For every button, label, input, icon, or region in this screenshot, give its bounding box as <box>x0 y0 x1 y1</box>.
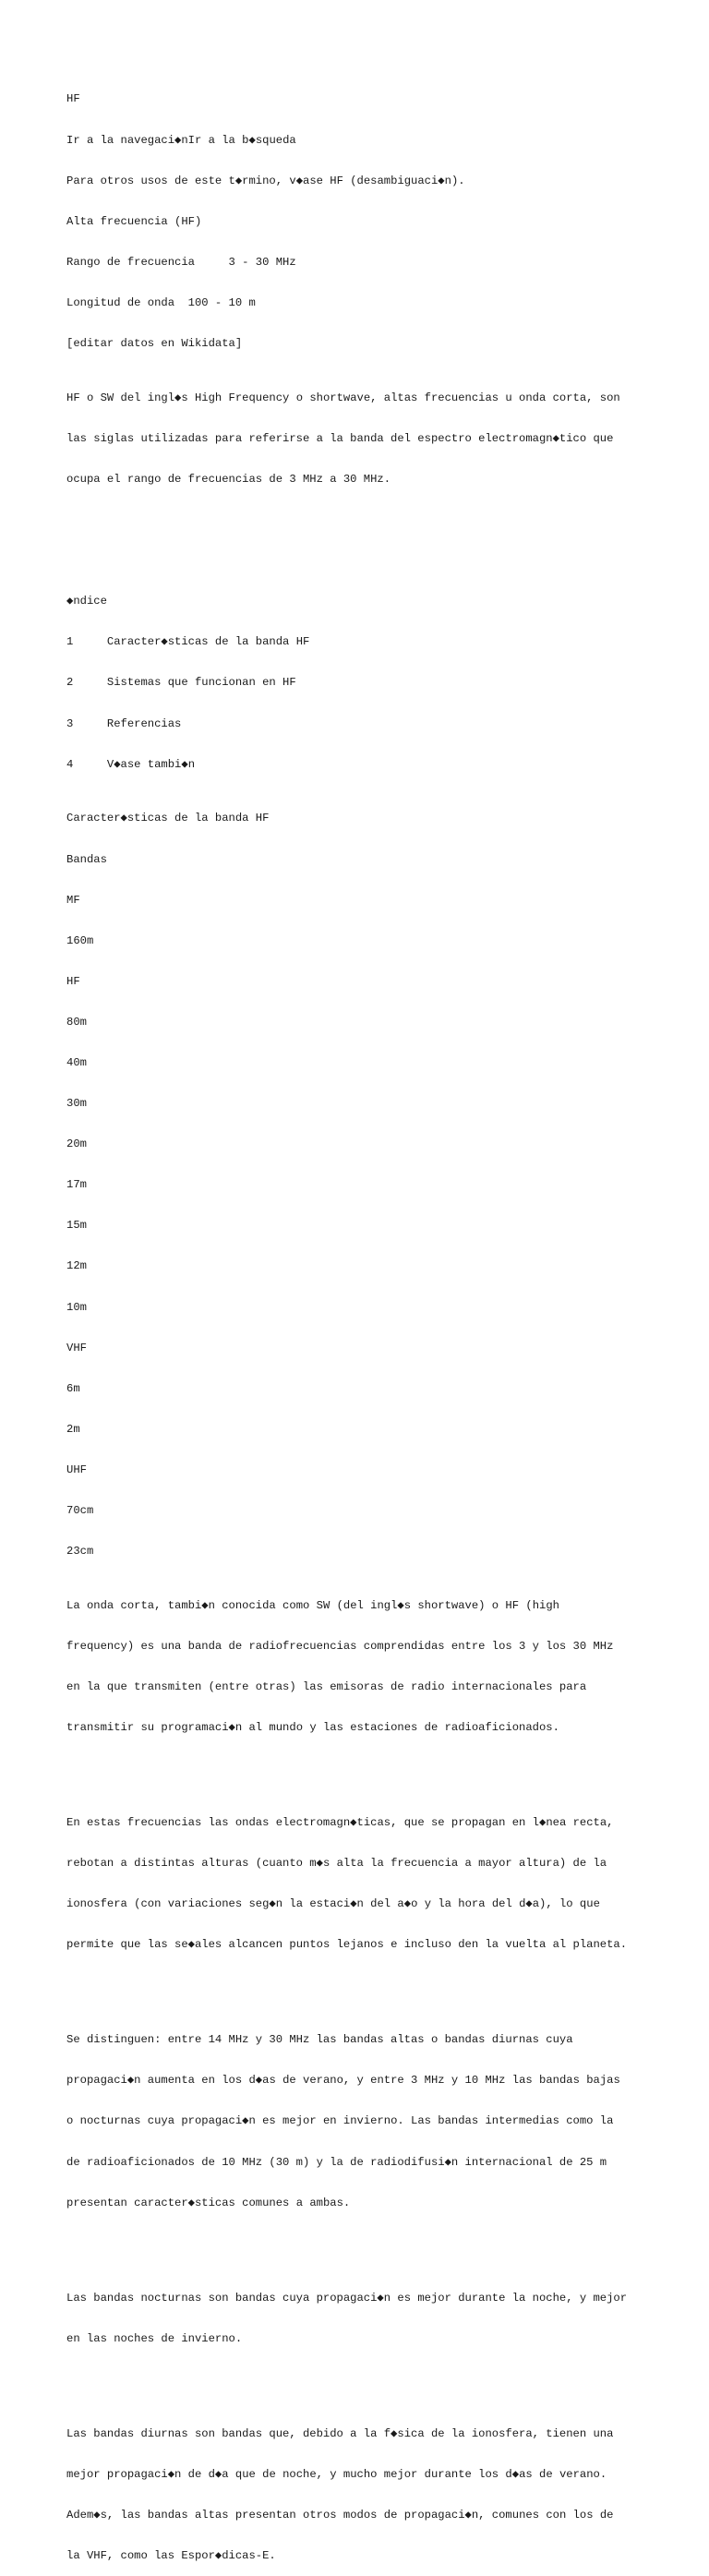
wavelength-range: Longitud de onda 100 - 10 m <box>66 295 256 309</box>
band-item: 6m <box>66 1381 80 1395</box>
paragraph-line: ionosfera (con variaciones seg◆n la estaci◆n del a◆o y la hora del d◆a), lo que <box>66 1897 600 1911</box>
toc-item: 3 Referencias <box>66 716 182 730</box>
paragraph-line: Las bandas nocturnas son bandas cuya propagaci◆n es mejor durante la noche, y mejor <box>66 2291 628 2305</box>
band-item: 2m <box>66 1422 80 1436</box>
band-item: 80m <box>66 1015 87 1029</box>
paragraph-line: o nocturnas cuya propagaci◆n es mejor en invierno. Las bandas intermedias como la <box>66 2114 614 2128</box>
toc-item: 1 Caracter◆sticas de la banda HF <box>66 635 310 649</box>
band-item: 40m <box>66 1055 87 1069</box>
document-page <box>66 66 676 2576</box>
band-item: 160m <box>66 933 94 947</box>
toc-title: ◆ndice <box>66 595 107 608</box>
paragraph-line: permite que las se◆ales alcancen puntos lejanos e incluso den la vuelta al planeta. <box>66 1938 628 1952</box>
toc-item: 2 Sistemas que funcionan en HF <box>66 676 296 690</box>
band-item: HF <box>66 974 80 988</box>
paragraph-line: Se distinguen: entre 14 MHz y 30 MHz las bandas altas o bandas diurnas cuya <box>66 2033 573 2047</box>
band-item: 17m <box>66 1178 87 1192</box>
paragraph-line: Las bandas diurnas son bandas que, debido a la f◆sica de la ionosfera, tienen una <box>66 2426 614 2440</box>
paragraph-line: de radioaficionados de 10 MHz (30 m) y la de radiodifusi◆n internacional de 25 m <box>66 2155 607 2169</box>
band-item: MF <box>66 893 80 907</box>
band-item: VHF <box>66 1341 87 1354</box>
paragraph-line: rebotan a distintas alturas (cuanto m◆s alta la frecuencia a mayor altura) de la <box>66 1857 607 1871</box>
bands-title: Bandas <box>66 852 107 866</box>
frequency-range: Rango de frecuencia 3 - 30 MHz <box>66 255 296 269</box>
paragraph-line: En estas frecuencias las ondas electromagn◆ticas, que se propagan en l◆nea recta, <box>66 1816 614 1830</box>
paragraph-line: Adem◆s, las bandas altas presentan otros modos de propagaci◆n, comunes con los de <box>66 2508 614 2522</box>
band-item: 70cm <box>66 1504 94 1518</box>
paragraph-line: propagaci◆n aumenta en los d◆as de verano, y entre 3 MHz y 10 MHz las bandas bajas <box>66 2074 620 2088</box>
band-item: UHF <box>66 1463 87 1476</box>
wikidata-link: [editar datos en Wikidata] <box>66 336 243 350</box>
band-item: 12m <box>66 1259 87 1273</box>
intro-line: las siglas utilizadas para referirse a la banda del espectro electromagn◆tico que <box>66 431 614 445</box>
toc-item: 4 V◆ase tambi◆n <box>66 757 196 771</box>
intro-line: ocupa el rango de frecuencias de 3 MHz a 30 MHz. <box>66 472 391 486</box>
band-item: 10m <box>66 1300 87 1314</box>
intro-line: HF o SW del ingl◆s High Frequency o shortwave, altas frecuencias u onda corta, son <box>66 391 620 404</box>
paragraph-line: La onda corta, tambi◆n conocida como SW (del ingl◆s shortwave) o HF (high <box>66 1598 559 1612</box>
page-title: HF <box>66 92 80 106</box>
paragraph-line: en la que transmiten (entre otras) las emisoras de radio internacionales para <box>66 1680 587 1694</box>
paragraph-line: transmitir su programaci◆n al mundo y las estaciones de radioaficionados. <box>66 1721 559 1735</box>
navigation-links: Ir a la navegaci◆nIr a la b◆squeda <box>66 133 296 147</box>
infobox-title: Alta frecuencia (HF) <box>66 214 202 228</box>
band-item: 30m <box>66 1097 87 1111</box>
disambiguation-note: Para otros usos de este t◆rmino, v◆ase HF (desambiguaci◆n). <box>66 174 465 187</box>
band-item: 20m <box>66 1138 87 1151</box>
paragraph-line: la VHF, como las Espor◆dicas-E. <box>66 2548 276 2562</box>
band-item: 23cm <box>66 1545 94 1559</box>
paragraph-line: en las noches de invierno. <box>66 2331 243 2345</box>
band-item: 15m <box>66 1219 87 1233</box>
section-title: Caracter◆sticas de la banda HF <box>66 812 270 825</box>
paragraph-line: presentan caracter◆sticas comunes a ambas. <box>66 2196 351 2209</box>
paragraph-line: frequency) es una banda de radiofrecuencias comprendidas entre los 3 y los 30 MHz <box>66 1640 614 1653</box>
paragraph-line: mejor propagaci◆n de d◆a que de noche, y mucho mejor durante los d◆as de verano. <box>66 2467 607 2481</box>
